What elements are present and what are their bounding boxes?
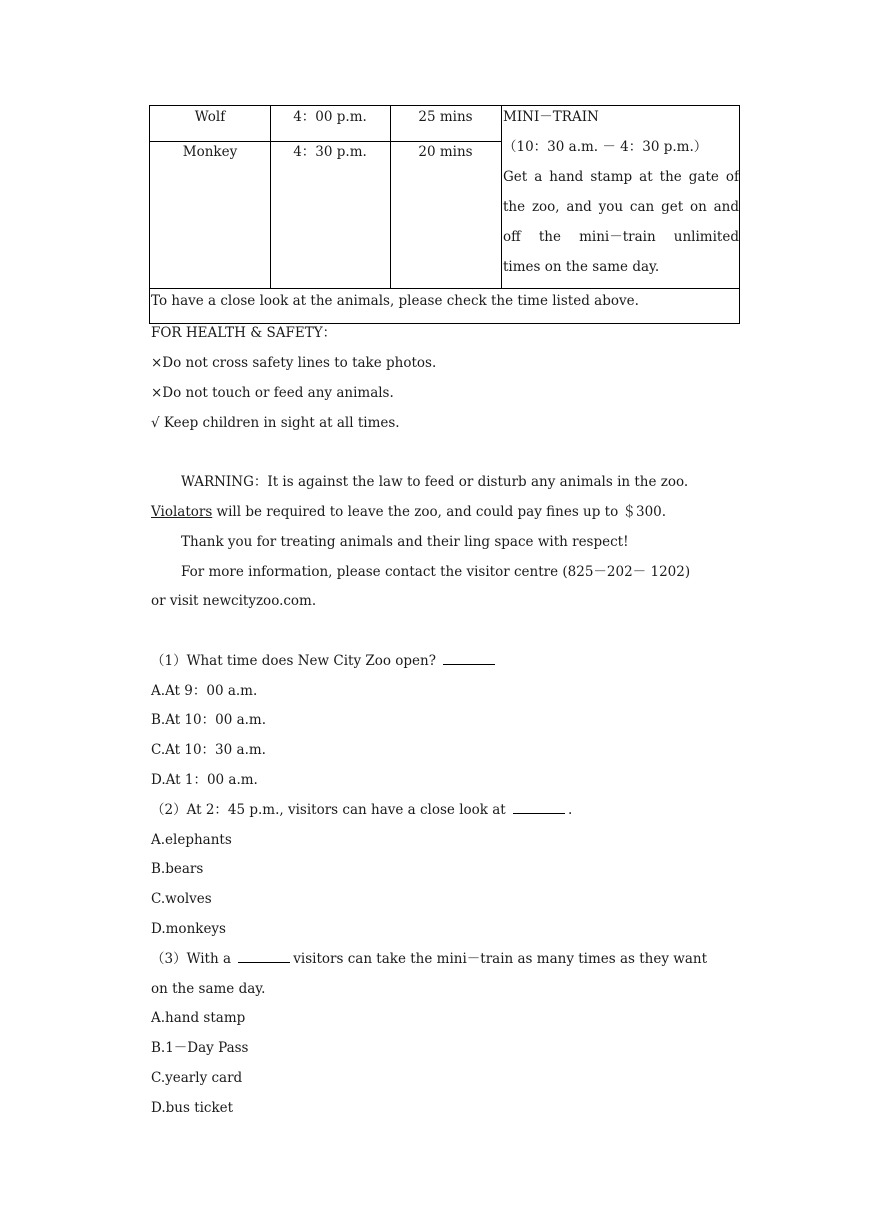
question-3-option-a: A.hand stamp [151,1010,246,1026]
mini-train-desc-4: times on the same day. [503,259,660,275]
safety-rule-1: ×Do not cross safety lines to take photos. [151,355,437,371]
row-monkey-time: 4：30 p.m. [293,144,367,160]
question-1-option-d: D.At 1：00 a.m. [151,772,258,788]
contact-line-1: For more information, please contact the visitor centre (825－202－ 1202) [181,564,691,580]
question-1-option-b: B.At 10：00 a.m. [151,712,267,728]
row-monkey-duration: 20 mins [418,144,473,160]
row-monkey-animal: Monkey [182,144,238,160]
answer-blank-2[interactable] [513,801,565,814]
question-1-option-c: C.At 10：30 a.m. [151,742,266,758]
row-wolf-duration: 25 mins [418,109,473,125]
mini-train-desc-3: off the mini－train unlimited [503,229,739,245]
safety-heading: FOR HEALTH & SAFETY： [151,325,337,341]
safety-rule-2: ×Do not touch or feed any animals. [151,385,394,401]
question-1-option-a: A.At 9：00 a.m. [151,683,258,699]
mini-train-hours: （10：30 a.m. － 4：30 p.m.） [503,139,708,155]
warning-line-2-rest: will be required to leave the zoo, and could pay fines up to ＄300. [212,504,667,520]
question-2-option-c: C.wolves [151,891,212,907]
row-wolf-time: 4：00 p.m. [293,109,367,125]
row-wolf-animal: Wolf [194,109,226,125]
question-3-option-b: B.1－Day Pass [151,1040,249,1056]
warning-line-1: WARNING：It is against the law to feed or disturb any animals in the zoo. [181,474,689,490]
table-footer-note: To have a close look at the animals, please check the time listed above. [151,293,639,309]
question-1-stem: （1）What time does New City Zoo open? [151,652,498,670]
question-3-stem-continued: on the same day. [151,981,266,997]
question-3-option-c: C.yearly card [151,1070,243,1086]
question-3-stem: （3）With a visitors can take the mini－train as many times as they want [151,951,708,967]
mini-train-info [503,102,739,282]
mini-train-desc-1: Get a hand stamp at the gate of [503,169,739,185]
thanks-line: Thank you for treating animals and their ling space with respect! [181,534,629,550]
contact-line-2: or visit newcityzoo.com. [151,593,317,609]
warning-line-2 [151,503,666,521]
question-2-option-a: A.elephants [151,832,232,848]
answer-blank-1[interactable] [443,652,495,665]
question-2-option-d: D.monkeys [151,921,226,937]
question-2-option-b: B.bears [151,861,204,877]
mini-train-title: MINI－TRAIN [503,109,599,125]
violators-word: Violators [151,504,213,520]
question-3-option-d: D.bus ticket [151,1100,234,1116]
question-2-stem: （2）At 2：45 p.m., visitors can have a close look at . [151,802,573,818]
mini-train-desc-2: the zoo, and you can get on and [503,199,739,215]
safety-rule-3: √ Keep children in sight at all times. [151,415,400,431]
answer-blank-3[interactable] [238,950,290,963]
